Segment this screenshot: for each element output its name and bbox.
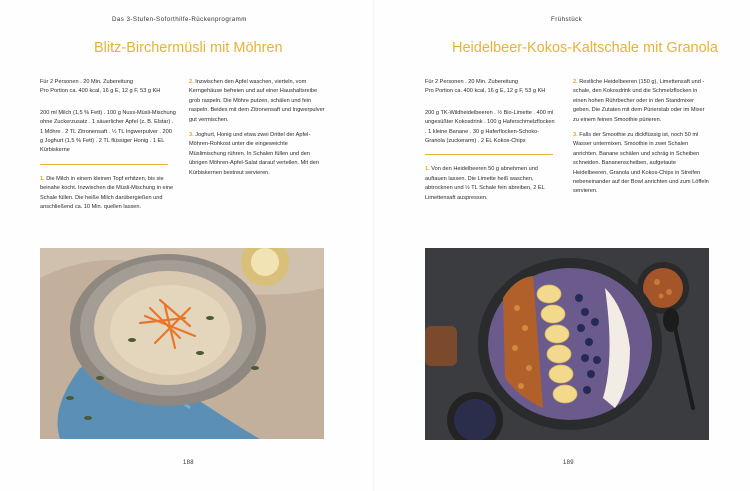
step-number: 3. — [573, 132, 578, 139]
recipe-steps-column-right — [573, 78, 709, 203]
step-number: 2. — [189, 79, 194, 85]
recipe-meta — [40, 78, 176, 97]
nutrition-info: Pro Portion ca. 400 kcal, 16 g E, 12 g F, 53 g KH — [40, 88, 161, 95]
step-text: Von den Heidelbeeren 50 g abnehmen und auftauen lassen. Die Limette heiß waschen, abtrocknen und ½ TL Schale fein abreiben, 2 EL Limettensaft auspressen. — [425, 166, 545, 201]
step-2 — [189, 78, 325, 125]
step-1 — [425, 165, 557, 203]
page-number-right: 189 — [563, 460, 574, 466]
step-3 — [189, 131, 325, 178]
recipe-info-column-left — [40, 78, 176, 218]
running-header-right: Frühstück — [551, 16, 583, 23]
step-number: 2. — [573, 79, 578, 85]
step-3 — [573, 131, 709, 197]
step-number: 3. — [189, 132, 194, 139]
ingredients-list: 200 g TK-Wildheidelbeeren . ½ Bio-Limette . 400 ml ungesüßter Kokosdrink . 100 g Haferschmelzflocken . 1 kleine Banane . 30 g Haferflocken-Schoko-Granola (zuckerarm) . 2 EL Kokos-Chips — [425, 109, 555, 145]
step-text: Joghurt, Honig und etwa zwei Drittel der Apfel-Möhren-Rohkost unter die eingeweichte Müslimischung rühren. In Schalen füllen und den übrigen Möhren-Apfel-Salat darauf verteilen. Mit den Kürbiskernen bestreut servieren. — [189, 132, 319, 176]
ingredients-list: 200 ml Milch (1,5 % Fett) . 100 g Nuss-Müsli-Mischung ohne Zuckerzusatz . 1 säuerlicher Apfel (z. B. Elstar) . 1 Möhre . 2 TL Zitronensaft . ½ TL Ingwerpulver . 200 g Joghurt (1,5 % Fett) . 2 TL flüssiger Honig . 1 EL Kürbiskerne — [40, 109, 176, 154]
step-text: Falls der Smoothie zu dickflüssig ist, noch 50 ml Wasser untermixen. Smoothie in zwei Schalen anrichten. Banane schälen und schräg in Scheiben schneiden. Bananenscheiben, aufgetaute Heidelbeeren, Granola und Kokos-Chips in Streifen nebeneinander auf der Bowl anrichten und zum Löffeln servieren. — [573, 132, 709, 195]
muesli-bowl-photo — [40, 248, 324, 439]
recipe-steps-column-left — [189, 78, 325, 184]
smoothie-bowl-photo — [425, 248, 709, 440]
servings-time: Für 2 Personen . 20 Min. Zubereitung — [425, 79, 518, 85]
step-text: Restliche Heidelbeeren (150 g), Limettensaft und -schale, den Kokosdrink und die Schmelzflocken in einen hohen Rührbecher oder in den Standmixer geben. Die Zutaten mit dem Pürierstab oder im Mixer zu einem feinen Smoothie pürieren. — [573, 79, 705, 123]
step-text: Die Milch in einem kleinen Topf erhitzen, bis sie beinahe kocht. Inzwischen die Müsli-Mischung in eine Schale füllen. Die heiße Milch darübergießen und anschließend ca. 10 Min. quellen lassen. — [40, 175, 174, 211]
step-text: Inzwischen den Apfel waschen, vierteln, vom Kerngehäuse befreien und auf einer Haushaltsreibe grob raspeln. Die Möhre putzen, schälen und fein raspeln. Beides mit dem Zitronensaft und Ingwerpulver gut vermischen. — [189, 79, 325, 123]
running-header-left: Das 3-Stufen-Soforthilfe-Rückenprogramm — [112, 16, 247, 23]
page-number-left: 188 — [183, 460, 194, 466]
step-1 — [40, 175, 176, 213]
recipe-title-kaltschale: Heidelbeer-Kokos-Kaltschale mit Granola — [452, 40, 718, 56]
recipe-title-bircher: Blitz-Birchermüsli mit Möhren — [94, 40, 283, 56]
recipe-meta — [425, 78, 557, 97]
step-number: 1. — [425, 166, 430, 173]
servings-time: Für 2 Personen . 20 Min. Zubereitung — [40, 79, 133, 85]
divider — [425, 154, 553, 155]
nutrition-info: Pro Portion ca. 400 kcal, 16 g E, 12 g F, 53 g KH — [425, 88, 546, 95]
step-2 — [573, 78, 709, 125]
step-number: 1. — [40, 175, 45, 182]
recipe-info-column-right — [425, 78, 557, 209]
divider — [40, 164, 168, 165]
